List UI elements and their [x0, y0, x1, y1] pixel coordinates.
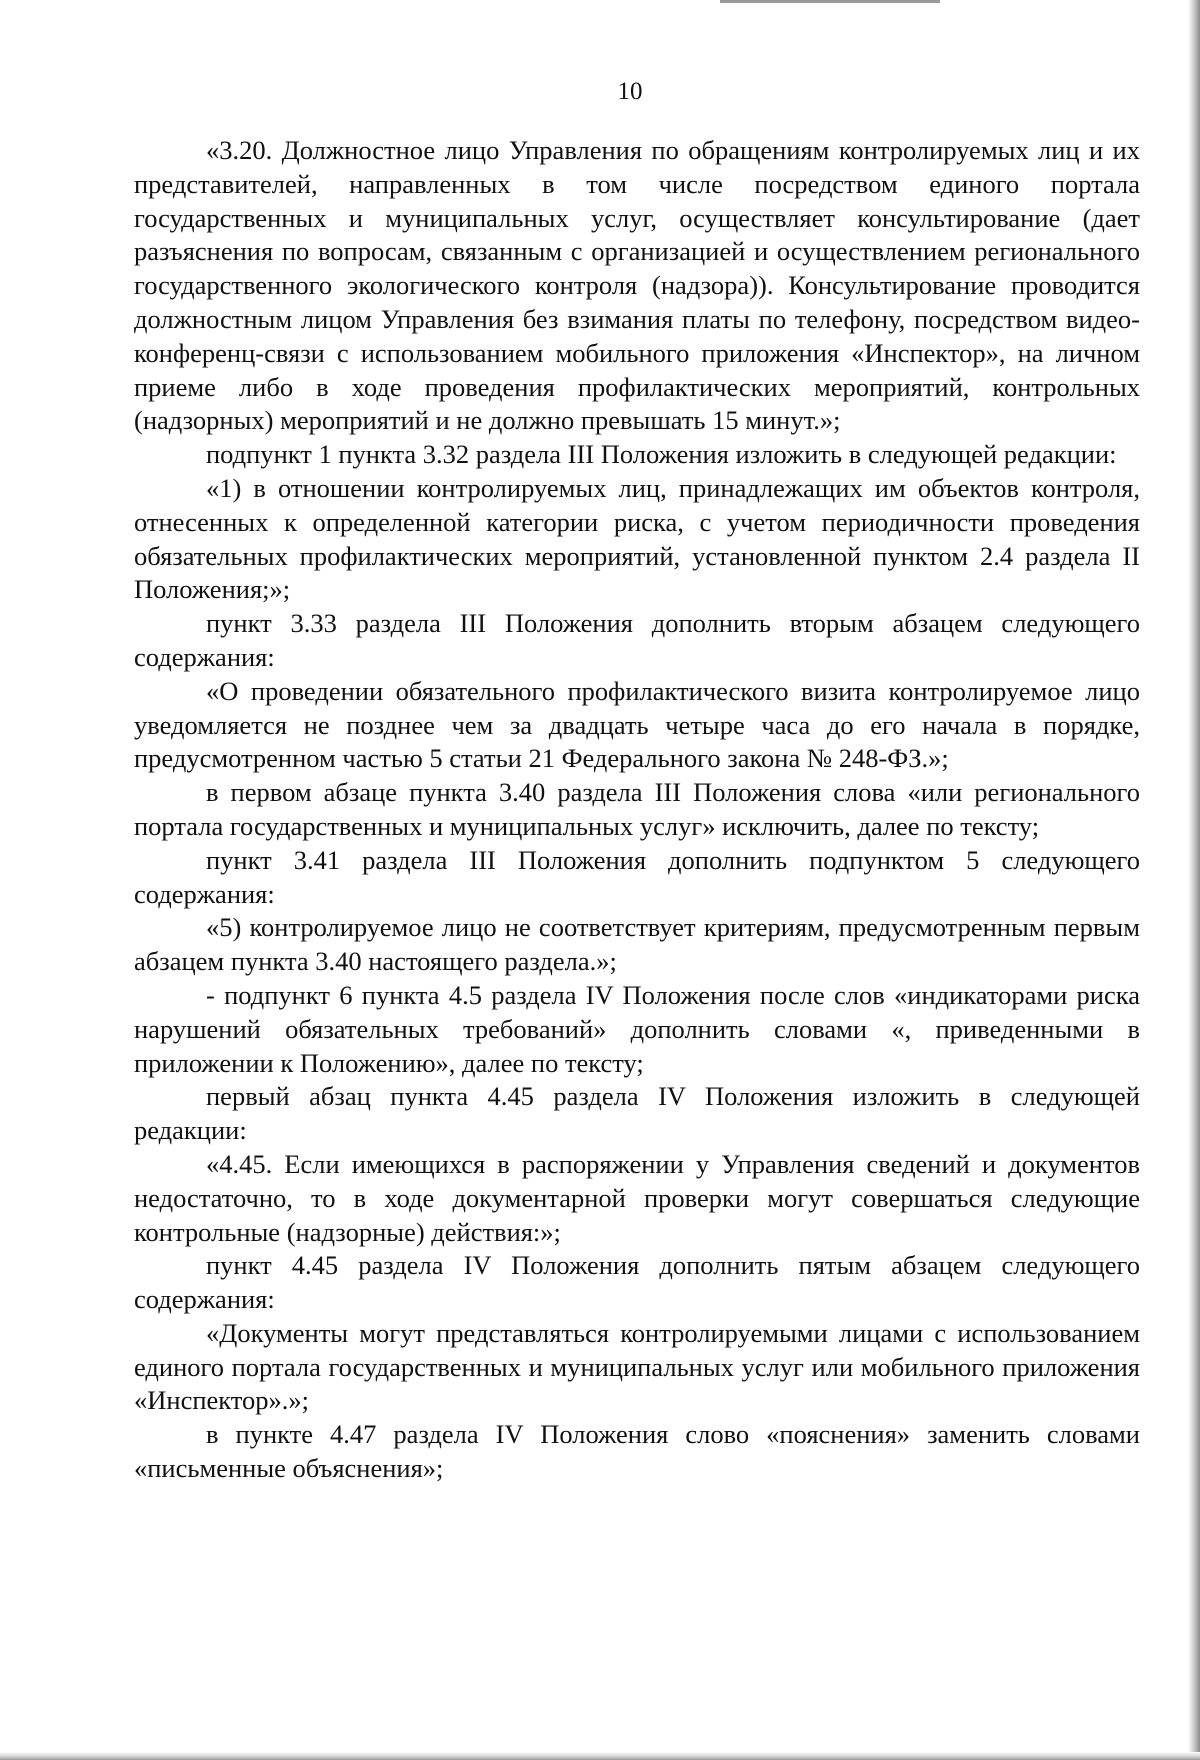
- scan-edge-top: [720, 0, 940, 3]
- paragraph-3-32-text: «1) в отношении контролируемых лиц, принадлежащих им объектов контроля, отнесенных к определенной категории риска, с учетом периодичности проведения обязательных профилактических мероприятий, установленной пунктом 2.4 раздела II Положения;»;: [134, 472, 1140, 605]
- paragraph-3-32-amendment: подпункт 1 пункта 3.32 раздела III Положения изложить в следующей редакции:: [206, 439, 1117, 470]
- paragraph-3-20: «3.20. Должностное лицо Управления по обращениям контролируемых лиц и их представителей, направленных в том числе посредством единого портала государственных и муниципальных услуг, осуществляет консультирование (дает разъяснения по вопросам, связанным с организацией и осуществлением регионального государственного экологического контроля (надзора)). Консультирование проводится должностным лицом Управления без взимания платы по телефону, посредством видео-конференц-связи с использованием мобильного приложения «Инспектор», на личном приеме либо в ходе проведения профилактических мероприятий, контрольных (надзорных) мероприятий и не должно превышать 15 минут.»;: [134, 135, 1140, 436]
- document-body: [134, 134, 1140, 1486]
- paragraph-4-47-amendment: в пункте 4.47 раздела IV Положения слово «пояснения» заменить словами «письменные объяснения»;: [134, 1419, 1140, 1484]
- paragraph-3-41-text: «5) контролируемое лицо не соответствует критериям, предусмотренным первым абзацем пункта 3.40 настоящего раздела.»;: [134, 912, 1140, 977]
- paragraph-4-45-addition-text: «Документы могут представляться контролируемыми лицами с использованием единого портала государственных и муниципальных услуг или мобильного приложения «Инспектор».»;: [134, 1317, 1140, 1416]
- paragraph-3-40-amendment: в первом абзаце пункта 3.40 раздела III Положения слова «или регионального портала государственных и муниципальных услуг» исключить, далее по тексту;: [134, 777, 1140, 841]
- paragraph-4-45-addition: пункт 4.45 раздела IV Положения дополнить пятым абзацем следующего содержания:: [134, 1250, 1140, 1315]
- paragraph-4-45-text: «4.45. Если имеющихся в распоряжении у Управления сведений и документов недостаточно, то в ходе документарной проверки могут совершаться следующие контрольные (надзорные) действия:»;: [134, 1148, 1140, 1247]
- paragraph-3-33-amendment: пункт 3.33 раздела III Положения дополнить вторым абзацем следующего содержания:: [134, 608, 1140, 672]
- page-number: 10: [617, 78, 643, 105]
- paragraph-3-33-text: «О проведении обязательного профилактического визита контролируемое лицо уведомляется не позднее чем за двадцать четыре часа до его начала в порядке, предусмотренном частью 5 статьи 21 Федерального закона № 248-ФЗ.»;: [134, 675, 1140, 774]
- paragraph-3-41-amendment: пункт 3.41 раздела III Положения дополнить подпунктом 5 следующего содержания:: [134, 844, 1140, 909]
- scan-edge-bottom: [0, 1752, 1200, 1760]
- paragraph-4-45-amendment: первый абзац пункта 4.45 раздела IV Положения изложить в следующей редакции:: [134, 1081, 1140, 1146]
- scan-edge-right: [1188, 0, 1200, 1760]
- paragraph-4-5-amendment: - подпункт 6 пункта 4.5 раздела IV Положения после слов «индикаторами риска нарушений обязательных требований» дополнить словами «, приведенными в приложении к Положению», далее по тексту;: [134, 979, 1140, 1078]
